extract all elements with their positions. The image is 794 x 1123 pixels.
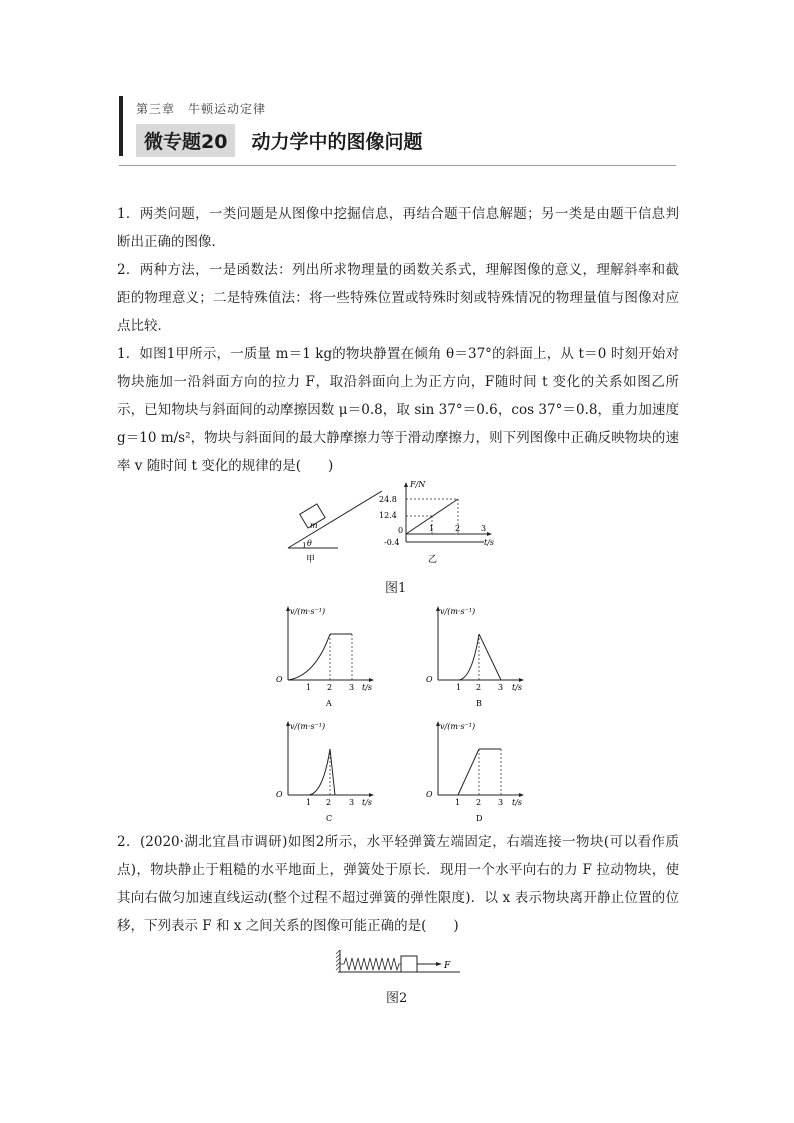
force-arrow-head	[436, 962, 442, 966]
x-axis-arrow	[369, 793, 374, 797]
option-b-chart	[420, 600, 530, 710]
option-c-chart	[270, 715, 380, 825]
figure-spring	[334, 948, 464, 980]
topic-title: 动力学中的图像问题	[251, 131, 423, 153]
x-tick-label-2: 2	[455, 524, 461, 533]
x-tick-label-1: 1	[455, 798, 461, 807]
option-a-chart	[270, 600, 380, 710]
figure-force-chart-yi	[376, 478, 496, 568]
y-tick-label-24-8: 24.8	[379, 495, 397, 504]
x-axis-label: t/s	[512, 683, 523, 692]
chapter-title: 第三章 牛顿运动定律	[136, 102, 267, 116]
figure-jia-label: 甲	[306, 555, 316, 565]
x-tick-label-3: 3	[498, 798, 504, 807]
option-label: A	[326, 699, 332, 708]
velocity-decline	[479, 634, 501, 680]
x-axis-label: t/s	[484, 538, 495, 547]
x-axis-arrow	[519, 793, 524, 797]
figure-2-caption: 图2	[386, 991, 408, 1006]
topic-tag: 微专题20	[136, 124, 235, 157]
x-tick-label-3: 3	[498, 683, 504, 692]
y-tick-label-12-4: 12.4	[379, 511, 397, 520]
x-tick-label-3: 3	[349, 798, 355, 807]
y-axis-label: F/N	[410, 480, 426, 489]
figure-yi-label: 乙	[428, 555, 438, 565]
spring-coil	[340, 958, 401, 970]
x-axis-label: t/s	[362, 798, 373, 807]
option-label: D	[476, 814, 483, 823]
y-tick-label-neg: -0.4	[384, 538, 400, 547]
x-tick-label-1: 1	[306, 683, 312, 692]
force-label: F	[444, 961, 451, 971]
x-axis-arrow	[487, 532, 492, 536]
x-tick-label-1: 1	[306, 798, 312, 807]
question-2-text	[117, 828, 679, 940]
mass-label: m	[310, 521, 318, 530]
x-tick-label-1: 1	[456, 683, 462, 692]
header-accent-bar	[119, 96, 123, 156]
velocity-curve	[288, 634, 330, 680]
y-axis-label: v/(m·s⁻¹)	[440, 607, 476, 616]
page-title	[136, 124, 422, 157]
x-axis-arrow	[519, 678, 524, 682]
y-axis-label: v/(m·s⁻¹)	[290, 607, 326, 616]
origin-label: O	[276, 675, 283, 684]
x-tick-label-1: 1	[429, 524, 435, 533]
figure-1-caption: 图1	[385, 581, 407, 596]
y-axis-label: v/(m·s⁻¹)	[440, 722, 476, 731]
x-tick-label-3: 3	[349, 683, 355, 692]
intro-item-1: 1．两类问题，一类问题是从图像中挖掘信息，再结合题干信息解题；另一类是由题干信息判断出正确的图像．	[117, 206, 679, 250]
option-label: B	[476, 699, 482, 708]
incline-surface	[288, 491, 382, 548]
velocity-curve	[459, 634, 479, 680]
velocity-curve	[309, 749, 330, 795]
x-tick-label-2: 2	[476, 683, 482, 692]
question-1-text	[117, 340, 679, 480]
x-tick-label-2: 2	[327, 683, 333, 692]
theta-label: θ	[307, 539, 312, 548]
y-axis-label: v/(m·s⁻¹)	[290, 722, 326, 731]
question-1-body: 1．如图1甲所示，一质量 m＝1 kg的物块静置在倾角 θ＝37°的斜面上，从 t＝0 时刻开始对物块施加一沿斜面方向的拉力 F，取沿斜面向上为正方向，F随时间 t 变化的关系如图乙所示，已知物块与斜面间的动摩擦因数 μ＝0.8，取 sin 37°＝0.6，cos 37°＝0.8，重力加速度 g＝10 m/s²，物块与斜面间的最大静摩擦力等于滑动摩擦力，则下列图像中正确反映物块的速率 v 随时间 t 变化的规律的是( )	[117, 346, 679, 474]
y-axis-arrow	[404, 482, 408, 487]
x-axis-label: t/s	[512, 798, 523, 807]
title-divider	[119, 165, 676, 166]
x-axis-arrow	[369, 678, 374, 682]
option-d-chart	[420, 715, 530, 825]
intro-section	[117, 200, 679, 340]
velocity-rise	[458, 749, 479, 795]
x-axis-label: t/s	[362, 683, 373, 692]
origin-label: O	[426, 675, 433, 684]
origin-label: O	[276, 790, 283, 799]
velocity-drop	[330, 749, 335, 795]
option-label: C	[326, 814, 333, 823]
figure-incline-jia	[282, 488, 386, 566]
y-tick-label-0: 0	[398, 526, 404, 535]
origin-label: O	[426, 790, 433, 799]
x-tick-label-2: 2	[326, 798, 332, 807]
question-2-body: 2．(2020·湖北宜昌市调研)如图2所示，水平轻弹簧左端固定，右端连接一物块(可以看作质点)，物块静止于粗糙的水平地面上，弹簧处于原长．现用一个水平向右的力 F 拉动物块，使其向右做匀加速直线运动(整个过程不超过弹簧的弹性限度)．以 x 表示物块离开静止位置的位移，下列表示 F 和 x 之间关系的图像可能正确的是( )	[117, 834, 679, 934]
x-tick-label-3: 3	[481, 524, 487, 533]
block	[401, 956, 417, 972]
wall-hatch	[336, 950, 340, 970]
intro-item-2: 2．两种方法，一是函数法：列出所求物理量的函数关系式，理解图像的意义，理解斜率和截距的物理意义；二是特殊值法：将一些特殊位置或特殊时刻或特殊情况的物理量值与图像对应点比较．	[117, 262, 679, 334]
x-tick-label-2: 2	[476, 798, 482, 807]
